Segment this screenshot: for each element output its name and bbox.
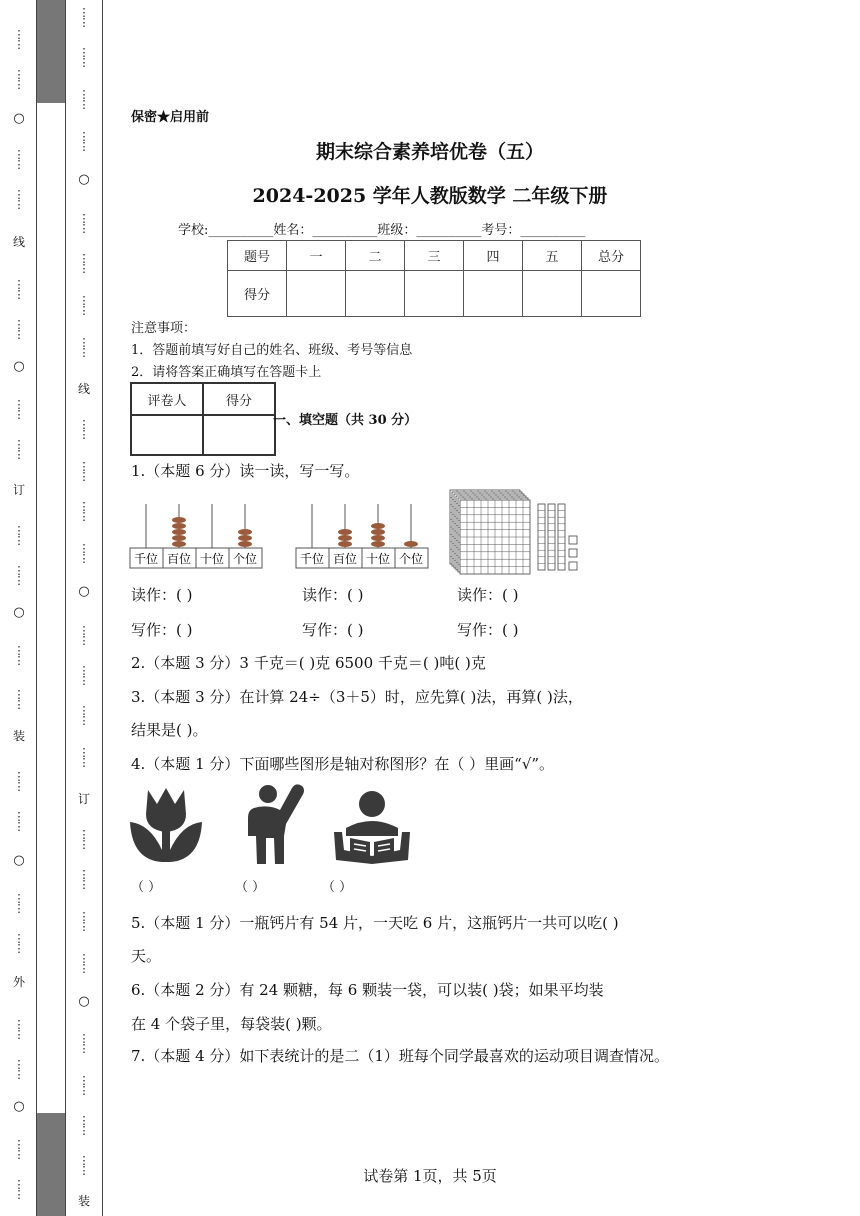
binding-dots: ⋮ ⋮ bbox=[78, 88, 90, 111]
binding-dots: ⋮ ⋮ bbox=[13, 644, 25, 667]
question-5-cont: 天。 bbox=[131, 947, 162, 965]
question-5: 5.（本题 1 分）一瓶钙片有 54 片，一天吃 6 片，这瓶钙片一共可以吃( ) bbox=[131, 914, 619, 932]
binding-circle: ○ bbox=[13, 605, 25, 620]
abacus-bead bbox=[238, 541, 252, 547]
binding-dots: ⋮ ⋮ bbox=[13, 1178, 25, 1201]
binding-label: 订 bbox=[12, 483, 25, 497]
binding-dots: ⋮ ⋮ bbox=[13, 438, 25, 461]
abacus-bead bbox=[371, 535, 385, 541]
tulip-icon bbox=[128, 784, 204, 864]
binding-label: 订 bbox=[77, 792, 90, 806]
question-3-cont: 结果是( )。 bbox=[131, 721, 208, 739]
binding-circle: ○ bbox=[78, 584, 90, 599]
binding-label: 外 bbox=[12, 975, 25, 989]
binding-dots: ⋮ ⋮ bbox=[78, 294, 90, 317]
question-3: 3.（本题 3 分）在计算 24÷（3＋5）时，应先算( )法，再算( )法， bbox=[131, 688, 583, 706]
answer-paren-1[interactable]: （ ） bbox=[131, 880, 162, 895]
read-answer-3: 读作：( ) bbox=[457, 586, 519, 604]
binding-dots: ⋮ ⋮ bbox=[13, 932, 25, 955]
binding-dots: ⋮ ⋮ bbox=[78, 828, 90, 851]
binding-dots: ⋮ ⋮ bbox=[78, 1032, 90, 1055]
binding-dots: ⋮ ⋮ bbox=[78, 1154, 90, 1177]
binding-dots: ⋮ ⋮ bbox=[13, 564, 25, 587]
score-input-cell[interactable] bbox=[405, 271, 464, 317]
binding-dots: ⋮ ⋮ bbox=[13, 68, 25, 91]
page-footer: 试卷第 1页，共 5页 bbox=[363, 1167, 497, 1185]
binding-dots: ⋮ ⋮ bbox=[78, 1114, 90, 1137]
binding-dots: ⋮ ⋮ bbox=[13, 1058, 25, 1081]
binding-dots: ⋮ ⋮ bbox=[78, 6, 90, 29]
score-header-cell: 二 bbox=[346, 241, 405, 271]
binding-dots: ⋮ ⋮ bbox=[78, 336, 90, 359]
binding-dots: ⋮ ⋮ bbox=[78, 910, 90, 933]
abacus-bead bbox=[338, 541, 352, 547]
section-heading: 一、填空题（共 30 分） bbox=[273, 413, 418, 428]
binding-dots: ⋮ ⋮ bbox=[78, 664, 90, 687]
binding-label: 装 bbox=[77, 1194, 90, 1208]
exam-subtitle: 2024-2025 学年人教版数学 二年级下册 bbox=[252, 185, 608, 207]
binding-circle: ○ bbox=[13, 853, 25, 868]
confidential-label: 保密★启用前 bbox=[131, 110, 210, 125]
abacus-place-label: 十位 bbox=[365, 552, 391, 566]
person-reading-icon bbox=[332, 788, 412, 864]
abacus-bead bbox=[172, 523, 186, 529]
abacus-bead bbox=[172, 529, 186, 535]
score-input-cell[interactable] bbox=[523, 271, 582, 317]
abacus-bead bbox=[172, 517, 186, 523]
write-answer-3: 写作：( ) bbox=[457, 621, 519, 639]
notes-heading: 注意事项： bbox=[131, 321, 197, 336]
question-7: 7.（本题 4 分）如下表统计的是二（1）班每个同学最喜欢的运动项目调查情况。 bbox=[131, 1047, 669, 1065]
binding-dots: ⋮ ⋮ bbox=[78, 130, 90, 153]
binding-dots: ⋮ ⋮ bbox=[78, 500, 90, 523]
binding-dots: ⋮ ⋮ bbox=[13, 318, 25, 341]
score-header-cell: 总分 bbox=[582, 241, 641, 271]
score-header-cell: 一 bbox=[287, 241, 346, 271]
binding-dots: ⋮ ⋮ bbox=[13, 28, 25, 51]
notes-item: 1．答题前填写好自己的姓名、班级、考号等信息 bbox=[131, 343, 413, 358]
write-answer-1: 写作：( ) bbox=[131, 621, 193, 639]
score-input-cell[interactable] bbox=[582, 271, 641, 317]
abacus-bead bbox=[404, 541, 418, 547]
binding-dots: ⋮ ⋮ bbox=[13, 770, 25, 793]
question-2: 2.（本题 3 分）3 千克＝( )克 6500 千克＝( )吨( )克 bbox=[131, 654, 486, 672]
binding-dots: ⋮ ⋮ bbox=[78, 460, 90, 483]
binding-dots: ⋮ ⋮ bbox=[13, 1018, 25, 1041]
binding-circle: ○ bbox=[78, 994, 90, 1009]
abacus-bead bbox=[338, 535, 352, 541]
abacus-bead bbox=[371, 529, 385, 535]
score-input-cell[interactable] bbox=[464, 271, 523, 317]
binding-dots: ⋮ ⋮ bbox=[78, 46, 90, 69]
grader-input-cell[interactable] bbox=[203, 415, 275, 455]
abacus-place-label: 个位 bbox=[232, 552, 258, 566]
score-table bbox=[227, 240, 641, 317]
grader-header: 得分 bbox=[203, 383, 275, 415]
question-1: 1.（本题 6 分）读一读，写一写。 bbox=[131, 462, 360, 480]
binding-dots: ⋮ ⋮ bbox=[78, 252, 90, 275]
one-cube bbox=[569, 562, 577, 570]
binding-dots: ⋮ ⋮ bbox=[78, 624, 90, 647]
score-header-cell: 题号 bbox=[228, 241, 287, 271]
binding-circle: ○ bbox=[13, 111, 25, 126]
binding-dots: ⋮ ⋮ bbox=[13, 278, 25, 301]
person-waving-icon bbox=[246, 780, 310, 866]
abacus-place-label: 百位 bbox=[332, 552, 358, 566]
binding-dots: ⋮ ⋮ bbox=[13, 688, 25, 711]
binding-dots: ⋮ ⋮ bbox=[13, 398, 25, 421]
abacus-place-label: 十位 bbox=[199, 552, 225, 566]
student-info-line: 学校:__________姓名：__________班级：__________考号：__________ bbox=[178, 223, 586, 238]
abacus-place-label: 千位 bbox=[299, 552, 325, 566]
binding-dots: ⋮ ⋮ bbox=[13, 524, 25, 547]
grader-table bbox=[130, 382, 276, 456]
binding-dots: ⋮ ⋮ bbox=[78, 418, 90, 441]
binding-dots: ⋮ ⋮ bbox=[13, 188, 25, 211]
abacus-bead bbox=[238, 535, 252, 541]
binding-dots: ⋮ ⋮ bbox=[78, 704, 90, 727]
score-header-cell: 三 bbox=[405, 241, 464, 271]
score-input-cell[interactable] bbox=[287, 271, 346, 317]
place-value-blocks bbox=[446, 488, 586, 578]
binding-dots: ⋮ ⋮ bbox=[78, 868, 90, 891]
answer-paren-3[interactable]: （ ） bbox=[322, 880, 353, 895]
abacus-1 bbox=[128, 498, 268, 574]
score-header-cell: 四 bbox=[464, 241, 523, 271]
binding-dots: ⋮ ⋮ bbox=[78, 1074, 90, 1097]
binding-circle: ○ bbox=[13, 359, 25, 374]
score-row-label: 得分 bbox=[228, 271, 287, 317]
binding-label: 线 bbox=[77, 382, 90, 396]
abacus-2 bbox=[294, 498, 434, 574]
notes-item: 2．请将答案正确填写在答题卡上 bbox=[131, 365, 322, 380]
binding-dots: ⋮ ⋮ bbox=[13, 810, 25, 833]
binding-circle: ○ bbox=[78, 172, 90, 187]
write-answer-2: 写作：( ) bbox=[302, 621, 364, 639]
read-answer-1: 读作：( ) bbox=[131, 586, 193, 604]
notes-block bbox=[131, 318, 412, 384]
abacus-bead bbox=[172, 541, 186, 547]
binding-label: 线 bbox=[12, 235, 25, 249]
read-answer-2: 读作：( ) bbox=[302, 586, 364, 604]
question-6-cont: 在 4 个袋子里，每袋装( )颗。 bbox=[131, 1015, 332, 1033]
exam-title: 期末综合素养培优卷（五） bbox=[315, 141, 544, 163]
abacus-place-label: 个位 bbox=[398, 552, 424, 566]
binding-dots: ⋮ ⋮ bbox=[78, 542, 90, 565]
score-header-cell: 五 bbox=[523, 241, 582, 271]
binding-label: 装 bbox=[12, 729, 25, 743]
abacus-place-label: 千位 bbox=[133, 552, 159, 566]
abacus-bead bbox=[338, 529, 352, 535]
one-cube bbox=[569, 549, 577, 557]
question-4: 4.（本题 1 分）下面哪些图形是轴对称图形？在（ ）里画“√”。 bbox=[131, 755, 555, 773]
answer-paren-2[interactable]: （ ） bbox=[235, 880, 266, 895]
score-input-cell[interactable] bbox=[346, 271, 405, 317]
abacus-place-label: 百位 bbox=[166, 552, 192, 566]
one-cube bbox=[569, 536, 577, 544]
abacus-bead bbox=[172, 535, 186, 541]
binding-circle: ○ bbox=[13, 1099, 25, 1114]
binding-dots: ⋮ ⋮ bbox=[78, 212, 90, 235]
abacus-bead bbox=[238, 529, 252, 535]
grader-header: 评卷人 bbox=[131, 383, 203, 415]
binding-dots: ⋮ ⋮ bbox=[13, 1138, 25, 1161]
question-6: 6.（本题 2 分）有 24 颗糖，每 6 颗装一袋，可以装( )袋；如果平均装 bbox=[131, 981, 604, 999]
binding-dots: ⋮ ⋮ bbox=[78, 952, 90, 975]
abacus-bead bbox=[371, 523, 385, 529]
binding-strip-top-band bbox=[37, 0, 65, 103]
binding-dots: ⋮ ⋮ bbox=[13, 892, 25, 915]
binding-dots: ⋮ ⋮ bbox=[78, 746, 90, 769]
abacus-bead bbox=[371, 541, 385, 547]
grader-input-cell[interactable] bbox=[131, 415, 203, 455]
binding-dots: ⋮ ⋮ bbox=[13, 148, 25, 171]
